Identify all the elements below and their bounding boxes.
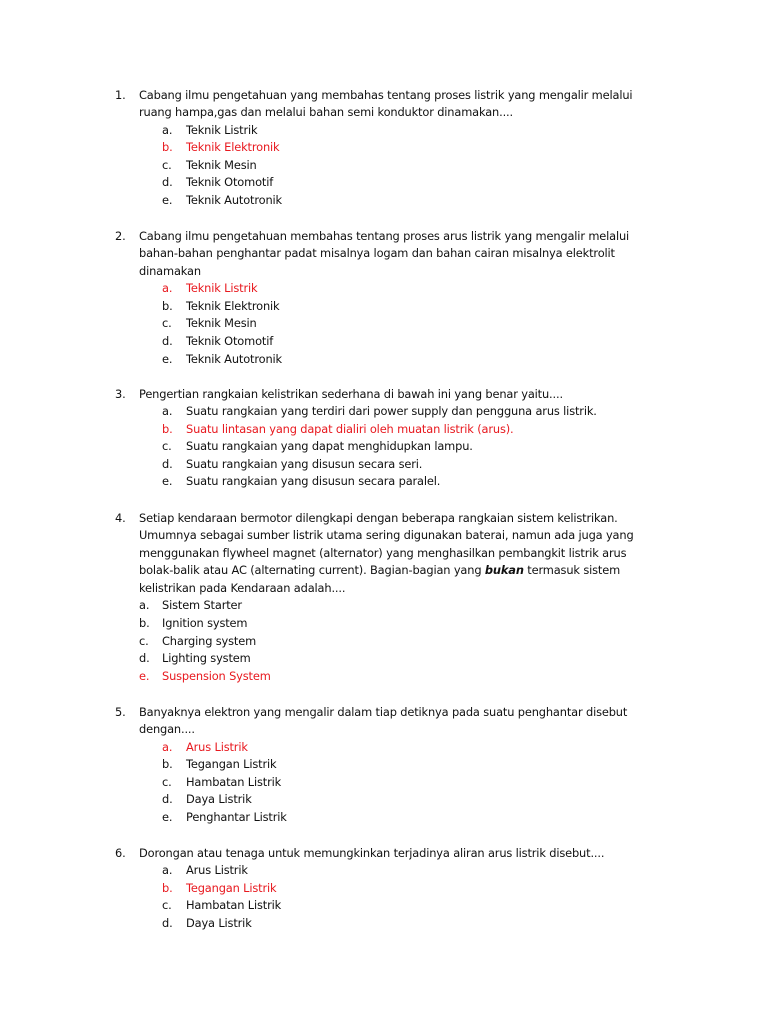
option-text: Suatu rangkaian yang terdiri dari power supply dan pengguna arus listrik. [186,404,597,419]
question-text: Umumnya sebagai sumber listrik utama sering digunakan baterai, namun ada juga yang [139,528,634,543]
option-letter: a. [162,404,173,419]
option-letter: c. [162,774,172,789]
option-text: Hambatan Listrik [186,774,282,789]
option-e [0,473,768,491]
option-e [0,809,768,827]
option-b-correct [0,139,768,157]
option-b [0,756,768,774]
option-text: Teknik Mesin [186,316,257,331]
option-text: Suatu rangkaian yang dapat menghidupkan lampu. [186,439,473,454]
option-text: Teknik Elektronik [186,298,280,313]
question-number: 2. [115,228,126,243]
option-a-correct [0,739,768,757]
option-b-correct [0,421,768,439]
question-2 [0,228,768,369]
option-text: Arus Listrik [186,863,248,878]
question-text: kelistrikan pada Kendaraan adalah.... [139,580,346,595]
question-text: menggunakan flywheel magnet (alternator) yang menghasilkan pembangkit listrik arus [139,545,627,560]
option-text: Teknik Autotronik [186,193,282,208]
question-text: Setiap kendaraan bermotor dilengkapi dengan beberapa rangkaian sistem kelistrikan. [139,510,618,525]
option-text: Suatu rangkaian yang disusun secara paralel. [186,474,441,489]
option-text: Arus Listrik [186,739,248,754]
option-text: Daya Listrik [186,792,252,807]
option-e [0,192,768,210]
option-letter: d. [139,651,150,666]
option-d [0,791,768,809]
option-letter: d. [162,334,173,349]
option-letter: b. [162,880,173,895]
option-letter: c. [162,898,172,913]
option-letter: e. [139,668,150,683]
option-text: Daya Listrik [186,915,252,930]
option-c [0,315,768,333]
option-text: Teknik Elektronik [186,140,280,155]
question-6 [0,845,768,933]
question-4 [0,510,768,686]
option-text: Sistem Starter [162,598,242,613]
option-letter: b. [139,616,150,631]
question-text: dinamakan [139,263,201,278]
option-b-correct [0,880,768,898]
option-letter: b. [162,757,173,772]
option-letter: d. [162,915,173,930]
option-c [0,897,768,915]
option-c [0,774,768,792]
option-letter: a. [139,598,150,613]
option-text: Tegangan Listrik [186,757,277,772]
option-text: Suatu lintasan yang dapat dialiri oleh muatan listrik (arus). [186,421,514,436]
option-letter: c. [162,157,172,172]
option-text: Suatu rangkaian yang disusun secara seri. [186,456,423,471]
emphasis-text: bukan [484,563,524,578]
option-letter: c. [162,439,172,454]
option-letter: a. [162,863,173,878]
option-e-correct [0,668,768,686]
option-letter: a. [162,739,173,754]
option-text: Lighting system [162,651,251,666]
option-c [0,633,768,651]
question-text: Banyaknya elektron yang mengalir dalam tiap detiknya pada suatu penghantar disebut [139,704,628,719]
option-letter: e. [162,193,173,208]
question-number: 3. [115,386,126,401]
question-text: bahan-bahan penghantar padat misalnya logam dan bahan cairan misalnya elektrolit [139,246,615,261]
option-letter: e. [162,810,173,825]
option-c [0,438,768,456]
question-5 [0,704,768,827]
option-text: Hambatan Listrik [186,898,282,913]
option-text: Teknik Mesin [186,157,257,172]
option-e [0,351,768,369]
option-text: Ignition system [162,616,248,631]
question-text: dengan.... [139,722,195,737]
question-number: 6. [115,845,126,860]
question-number: 5. [115,704,126,719]
option-text: Teknik Listrik [186,122,258,137]
option-letter: e. [162,351,173,366]
option-text: Charging system [162,633,257,648]
question-text-part: termasuk sistem [523,563,621,578]
option-text: Tegangan Listrik [186,880,277,895]
option-d [0,915,768,933]
question-text: Pengertian rangkaian kelistrikan sederhana di bawah ini yang benar yaitu.... [139,386,563,401]
option-d [0,333,768,351]
option-letter: a. [162,281,173,296]
option-letter: e. [162,474,173,489]
option-letter: d. [162,792,173,807]
question-1 [0,87,768,210]
option-a [0,122,768,140]
option-text: Penghantar Listrik [186,810,287,825]
option-c [0,157,768,175]
option-b [0,615,768,633]
option-letter: c. [162,316,172,331]
option-text: Teknik Autotronik [186,351,282,366]
option-text: Teknik Otomotif [186,175,274,190]
option-letter: d. [162,456,173,471]
option-d [0,174,768,192]
option-a [0,862,768,880]
question-text: ruang hampa,gas dan melalui bahan semi konduktor dinamakan.... [139,105,513,120]
question-text: Cabang ilmu pengetahuan yang membahas tentang proses listrik yang mengalir melalui [139,87,633,102]
option-letter: a. [162,122,173,137]
option-a [0,597,768,615]
question-number: 4. [115,510,126,525]
option-b [0,298,768,316]
option-letter: b. [162,140,173,155]
question-text-part: bolak-balik atau AC (alternating current). Bagian-bagian yang [139,563,482,578]
option-text: Suspension System [162,668,271,683]
option-letter: c. [139,633,149,648]
option-d [0,456,768,474]
question-text [0,562,768,580]
option-text: Teknik Listrik [186,281,258,296]
option-a-correct [0,280,768,298]
question-text: Cabang ilmu pengetahuan membahas tentang proses arus listrik yang mengalir melalui [139,228,630,243]
question-text: Dorongan atau tenaga untuk memungkinkan terjadinya aliran arus listrik disebut.... [139,845,605,860]
option-letter: d. [162,175,173,190]
question-number: 1. [115,87,126,102]
option-d [0,650,768,668]
option-a [0,403,768,421]
option-text: Teknik Otomotif [186,334,274,349]
question-3 [0,386,768,492]
option-letter: b. [162,298,173,313]
option-letter: b. [162,421,173,436]
